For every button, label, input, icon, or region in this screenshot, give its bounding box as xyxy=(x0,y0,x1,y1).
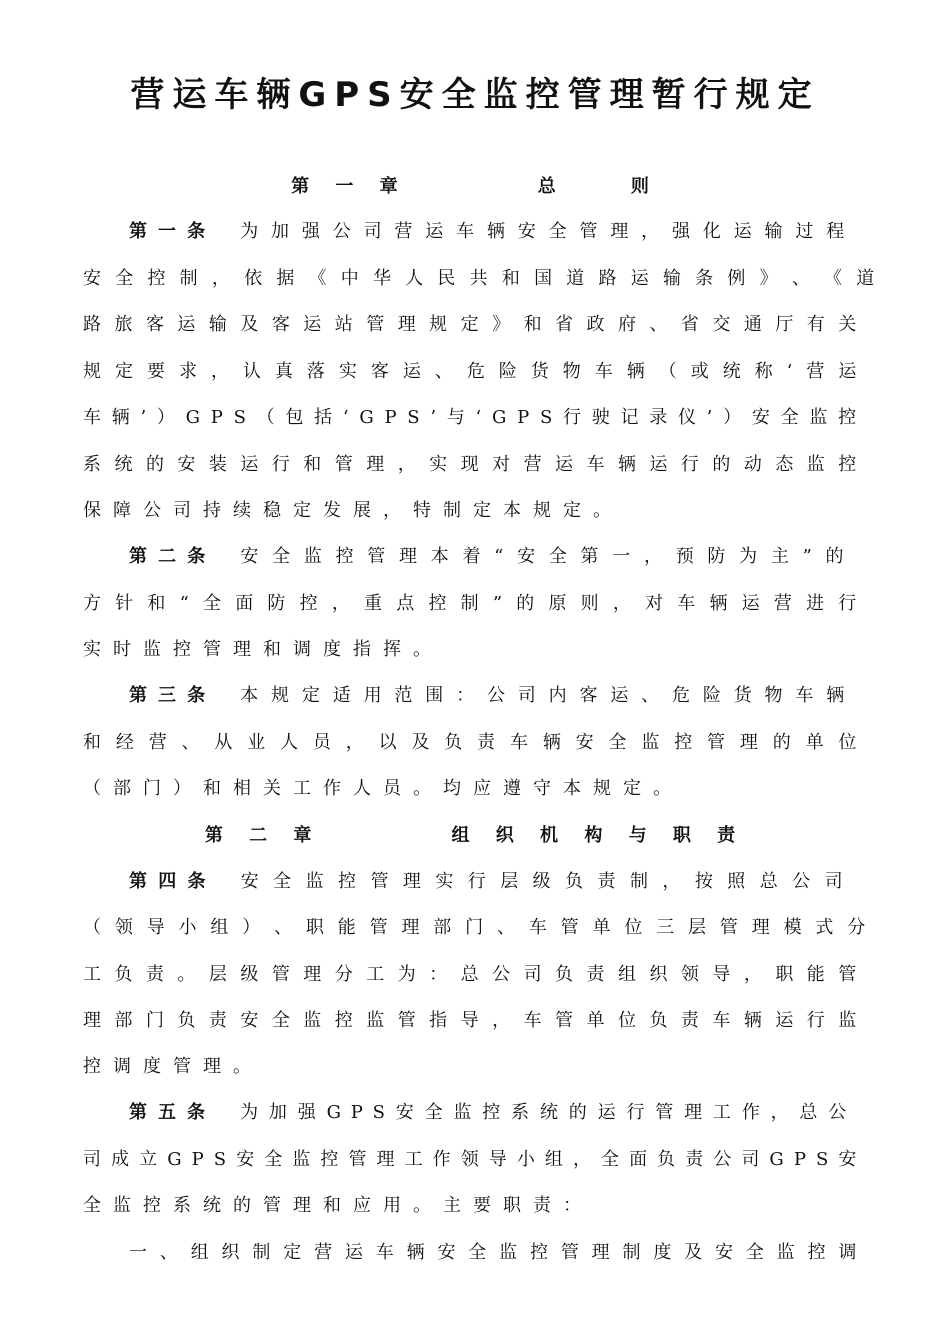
article-3-line-2: 和​经​营​、​从​业​人​员​，​以​及​负​责​车​辆​安​全​监​控​管​理​的​单​位​ xyxy=(83,732,872,753)
article-2-text-1: 安​全​监​控​管​理​本​着​“​安​全​第​一​，​预​防​为​主​”​的​ xyxy=(240,546,857,567)
article-4-line-1 xyxy=(129,867,856,897)
article-2-line-3: 实​时​监​控​管​理​和​调​度​指​挥​。​ xyxy=(83,639,443,660)
article-4-line-4: 理​部​门​负​责​安​全​监​控​监​管​指​导​，​车​管​单​位​负​责​车​辆​运​行​监​ xyxy=(83,1010,870,1031)
article-4-label: 第四条 xyxy=(129,871,217,892)
chapter-heading-2: 第 二 章 组 织 机 构 与 职 责 xyxy=(204,825,746,846)
article-4-line-5: 控​调​度​管​理​。​ xyxy=(83,1056,263,1077)
article-1-line-7: 保​障​公​司​持​续​稳​定​发​展​，​特​制​定​本​规​定​。​ xyxy=(83,500,623,521)
article-1-line-2: 安​全​控​制​，​依​据​《​中​华​人​民​共​和​国​道​路​运​输​条​例​》​、​《​道​ xyxy=(83,268,889,289)
article-5-line-3: 全​监​控​系​统​的​管​理​和​应​用​。​主​要​职​责​：​ xyxy=(83,1195,593,1216)
article-4-line-3: 工​负​责​。​层​级​管​理​分​工​为​：​总​公​司​负​责​组​织​领​导​，​职​能​管​ xyxy=(83,964,870,985)
article-2-line-2: 方​针​和​“​全​面​防​控​，​重​点​控​制​”​的​原​则​，​对​车​辆​运​营​进​行​ xyxy=(83,593,871,614)
document-title: 营运车辆GPS安全监控管理暂行规定 xyxy=(130,75,820,115)
article-2-label: 第二条 xyxy=(129,546,217,567)
article-1-label: 第一条 xyxy=(129,221,217,242)
article-1-line-6: 系​统​的​安​装​运​行​和​管​理​，​实​现​对​营​运​车​辆​运​行​的​动​态​监​控​ xyxy=(83,454,870,475)
chapter-heading-1: 第 一 章 总 则 xyxy=(291,176,659,197)
article-1-line-1 xyxy=(129,217,856,247)
article-3-line-1 xyxy=(129,681,856,711)
article-3-line-3: （​部​门​）​和​相​关​工​作​人​员​。​均​应​遵​守​本​规​定​。​ xyxy=(83,778,683,799)
article-4-line-2: （​领​导​小​组​）​、​职​能​管​理​部​门​、​车​管​单​位​三​层​管​理​模​式​分​ xyxy=(83,917,880,938)
article-1-line-5: 车​辆​’​）​G​P​S​（​包​括​‘​G​P​S​’​与​‘​G​P​S​行​驶​记​录​仪​’​）​安​全​监​控​ xyxy=(83,407,867,428)
article-1-line-4: 规​定​要​求​，​认​真​落​实​客​运​、​危​险​货​物​车​辆​（​或​统​称​‘​营​运​ xyxy=(83,361,871,382)
article-2-line-1 xyxy=(129,542,856,572)
item-1-line-1: 一​、​组​织​制​定​营​运​车​辆​安​全​监​控​管​理​制​度​及​安​全​监​控​调​ xyxy=(129,1242,870,1263)
article-3-label: 第三条 xyxy=(129,685,217,706)
article-1-line-3: 路​旅​客​运​输​及​客​运​站​管​理​规​定​》​和​省​政​府​、​省​交​通​厅​有​关​ xyxy=(83,314,870,335)
article-5-label: 第五条 xyxy=(129,1102,217,1123)
article-5-text-1: 为​加​强​G​P​S​安​全​监​控​系​统​的​运​行​管​理​工​作​，​总​公​ xyxy=(240,1102,857,1123)
article-5-line-2: 司​成​立​G​P​S​安​全​监​控​管​理​工​作​领​导​小​组​，​全​面​负​责​公​司​G​P​S​安​ xyxy=(83,1149,867,1170)
article-3-text-1: 本​规​定​适​用​范​围​：​公​司​内​客​运​、​危​险​货​物​车​辆​ xyxy=(240,685,856,706)
article-5-line-1 xyxy=(129,1098,856,1128)
article-4-text-1: 安​全​监​控​管​理​实​行​层​级​负​责​制​，​按​照​总​公​司​ xyxy=(240,871,856,892)
article-1-text-1: 为​加​强​公​司​营​运​车​辆​安​全​管​理​，​强​化​运​输​过​程​ xyxy=(240,221,856,242)
